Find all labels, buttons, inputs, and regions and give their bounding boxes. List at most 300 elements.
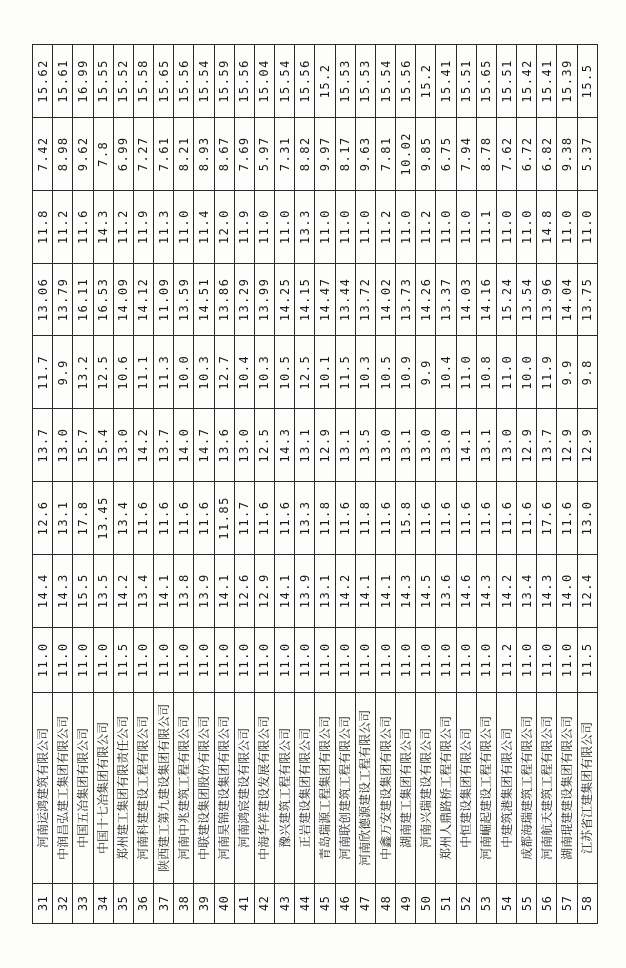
score-cell: 15.65 — [154, 45, 174, 118]
score-cell: 11.09 — [154, 263, 174, 336]
score-cell: 13.0 — [416, 409, 436, 482]
table-row — [53, 45, 73, 924]
score-cell: 12.4 — [577, 554, 597, 627]
score-cell: 15.58 — [133, 45, 153, 118]
score-cell: 13.75 — [577, 263, 597, 336]
score-cell: 7.81 — [375, 117, 395, 190]
score-cell: 16.53 — [93, 263, 113, 336]
score-cell: 14.7 — [194, 409, 214, 482]
company-name-cell: 湖南琨建建设集团有限公司 — [557, 692, 577, 883]
score-cell: 9.9 — [557, 336, 577, 409]
row-index-cell: 53 — [476, 883, 496, 923]
score-cell: 13.5 — [93, 554, 113, 627]
score-cell: 15.56 — [295, 45, 315, 118]
score-cell: 11.0 — [396, 190, 416, 263]
score-cell: 13.0 — [113, 409, 133, 482]
company-name-cell: 郑州人鼎路桥工程有限公司 — [436, 692, 456, 883]
score-cell: 11.0 — [174, 190, 194, 263]
company-name-cell: 河南欣德源建设工程有限公司 — [355, 692, 375, 883]
score-cell: 13.4 — [517, 554, 537, 627]
score-cell: 15.2 — [315, 45, 335, 118]
score-cell: 13.45 — [93, 482, 113, 555]
score-cell: 11.0 — [456, 190, 476, 263]
company-name-cell: 河南昊锦建设集团有限公司 — [214, 692, 234, 883]
row-index-cell: 34 — [93, 883, 113, 923]
score-cell: 8.78 — [476, 117, 496, 190]
score-cell: 11.6 — [133, 482, 153, 555]
score-cell: 14.1 — [355, 554, 375, 627]
score-cell: 13.96 — [537, 263, 557, 336]
score-cell: 10.3 — [254, 336, 274, 409]
score-cell: 13.9 — [295, 554, 315, 627]
score-cell: 13.5 — [355, 409, 375, 482]
score-cell: 11.3 — [154, 190, 174, 263]
score-cell: 14.12 — [133, 263, 153, 336]
score-cell: 13.79 — [53, 263, 73, 336]
score-cell: 14.03 — [456, 263, 476, 336]
table-row — [73, 45, 93, 924]
score-cell: 11.5 — [113, 627, 133, 692]
score-cell: 7.62 — [496, 117, 516, 190]
table-row — [93, 45, 113, 924]
row-index-cell: 58 — [577, 883, 597, 923]
score-cell: 11.0 — [476, 627, 496, 692]
company-name-cell: 中鑫万安建设集团有限公司 — [375, 692, 395, 883]
score-cell: 15.56 — [234, 45, 254, 118]
score-cell: 14.3 — [476, 554, 496, 627]
score-cell: 11.0 — [456, 336, 476, 409]
score-cell: 9.97 — [315, 117, 335, 190]
table-body — [33, 45, 598, 924]
score-cell: 11.5 — [335, 336, 355, 409]
score-cell: 13.0 — [234, 409, 254, 482]
score-cell: 11.0 — [416, 627, 436, 692]
score-cell: 15.04 — [254, 45, 274, 118]
score-cell: 13.54 — [517, 263, 537, 336]
score-cell: 13.7 — [154, 409, 174, 482]
score-cell: 11.0 — [73, 627, 93, 692]
score-cell: 10.8 — [476, 336, 496, 409]
score-cell: 14.51 — [194, 263, 214, 336]
score-cell: 13.29 — [234, 263, 254, 336]
score-cell: 11.8 — [355, 482, 375, 555]
score-cell: 14.2 — [133, 409, 153, 482]
score-cell: 15.24 — [496, 263, 516, 336]
score-cell: 15.42 — [517, 45, 537, 118]
score-cell: 11.0 — [315, 190, 335, 263]
score-cell: 9.8 — [577, 336, 597, 409]
score-cell: 11.0 — [174, 627, 194, 692]
score-cell: 11.0 — [194, 627, 214, 692]
table-row — [234, 45, 254, 924]
score-cell: 14.16 — [476, 263, 496, 336]
score-cell: 13.1 — [396, 409, 416, 482]
score-cell: 11.4 — [194, 190, 214, 263]
row-index-cell: 50 — [416, 883, 436, 923]
score-cell: 15.53 — [335, 45, 355, 118]
score-cell: 10.3 — [194, 336, 214, 409]
score-cell: 14.1 — [456, 409, 476, 482]
score-cell: 14.4 — [33, 554, 53, 627]
score-cell: 9.62 — [73, 117, 93, 190]
score-cell: 14.3 — [275, 409, 295, 482]
table-row — [133, 45, 153, 924]
score-cell: 11.9 — [234, 190, 254, 263]
score-cell: 13.4 — [133, 554, 153, 627]
score-cell: 11.8 — [315, 482, 335, 555]
score-cell: 12.7 — [214, 336, 234, 409]
score-cell: 11.8 — [33, 190, 53, 263]
score-cell: 15.2 — [416, 45, 436, 118]
score-cell: 14.1 — [275, 554, 295, 627]
score-cell: 11.0 — [355, 190, 375, 263]
score-cell: 15.39 — [557, 45, 577, 118]
score-cell: 15.55 — [93, 45, 113, 118]
row-index-cell: 46 — [335, 883, 355, 923]
score-cell: 7.69 — [234, 117, 254, 190]
score-cell: 14.1 — [375, 554, 395, 627]
score-cell: 10.0 — [517, 336, 537, 409]
score-cell: 11.6 — [154, 482, 174, 555]
score-cell: 15.54 — [275, 45, 295, 118]
table-row — [154, 45, 174, 924]
row-index-cell: 49 — [396, 883, 416, 923]
score-cell: 15.41 — [537, 45, 557, 118]
score-cell: 17.8 — [73, 482, 93, 555]
row-index-cell: 57 — [557, 883, 577, 923]
company-name-cell: 中润昌弘建工集团有限公司 — [53, 692, 73, 883]
company-name-cell: 江苏省江建集团有限公司 — [577, 692, 597, 883]
company-name-cell: 中恒建设集团有限公司 — [456, 692, 476, 883]
table-row — [275, 45, 295, 924]
score-cell: 10.4 — [436, 336, 456, 409]
score-cell: 9.85 — [416, 117, 436, 190]
table-row — [496, 45, 516, 924]
company-name-cell: 正岩建设集团有限公司 — [295, 692, 315, 883]
company-name-cell: 中海华祥建设发展有限公司 — [254, 692, 274, 883]
score-cell: 13.44 — [335, 263, 355, 336]
company-name-cell: 湖南建工集团有限公司 — [396, 692, 416, 883]
score-cell: 10.02 — [396, 117, 416, 190]
score-cell: 11.0 — [133, 627, 153, 692]
score-cell: 13.0 — [496, 409, 516, 482]
score-cell: 11.2 — [53, 190, 73, 263]
score-cell: 13.4 — [113, 482, 133, 555]
score-cell: 15.52 — [113, 45, 133, 118]
score-cell: 13.37 — [436, 263, 456, 336]
company-name-cell: 陕西建工第九建设集团有限公司 — [154, 692, 174, 883]
score-cell: 13.86 — [214, 263, 234, 336]
table-row — [174, 45, 194, 924]
table-row — [375, 45, 395, 924]
row-index-cell: 56 — [537, 883, 557, 923]
table-row — [436, 45, 456, 924]
score-cell: 12.9 — [517, 409, 537, 482]
score-cell: 15.56 — [396, 45, 416, 118]
row-index-cell: 51 — [436, 883, 456, 923]
score-cell: 11.9 — [133, 190, 153, 263]
score-cell: 11.0 — [335, 627, 355, 692]
score-cell: 15.5 — [73, 554, 93, 627]
score-cell: 13.7 — [537, 409, 557, 482]
row-index-cell: 36 — [133, 883, 153, 923]
score-cell: 11.0 — [335, 190, 355, 263]
score-cell: 11.0 — [33, 627, 53, 692]
score-cell: 11.2 — [496, 627, 516, 692]
score-cell: 16.99 — [73, 45, 93, 118]
table-row — [194, 45, 214, 924]
score-cell: 13.99 — [254, 263, 274, 336]
score-cell: 13.0 — [53, 409, 73, 482]
score-cell: 11.0 — [275, 190, 295, 263]
score-cell: 13.1 — [295, 409, 315, 482]
score-cell: 11.0 — [355, 627, 375, 692]
score-cell: 7.94 — [456, 117, 476, 190]
row-index-cell: 35 — [113, 883, 133, 923]
company-name-cell: 中建筑港集团有限公司 — [496, 692, 516, 883]
score-cell: 8.67 — [214, 117, 234, 190]
score-cell: 14.0 — [174, 409, 194, 482]
score-cell: 10.5 — [275, 336, 295, 409]
score-cell: 14.3 — [53, 554, 73, 627]
score-cell: 15.7 — [73, 409, 93, 482]
score-cell: 9.63 — [355, 117, 375, 190]
score-cell: 15.51 — [496, 45, 516, 118]
company-name-cell: 河南航天建筑工程有限公司 — [537, 692, 557, 883]
score-cell: 11.0 — [537, 627, 557, 692]
score-cell: 13.06 — [33, 263, 53, 336]
score-cell: 13.8 — [174, 554, 194, 627]
score-cell: 7.61 — [154, 117, 174, 190]
score-cell: 14.8 — [537, 190, 557, 263]
row-index-cell: 54 — [496, 883, 516, 923]
score-cell: 13.6 — [214, 409, 234, 482]
company-name-cell: 中联建设集团股份有限公司 — [194, 692, 214, 883]
score-cell: 13.7 — [33, 409, 53, 482]
score-cell: 14.0 — [557, 554, 577, 627]
score-cell: 12.6 — [33, 482, 53, 555]
company-name-cell: 成都海瑞建筑工程有限公司 — [517, 692, 537, 883]
score-cell: 14.2 — [496, 554, 516, 627]
row-index-cell: 40 — [214, 883, 234, 923]
table-row — [254, 45, 274, 924]
row-index-cell: 31 — [33, 883, 53, 923]
row-index-cell: 48 — [375, 883, 395, 923]
company-name-cell: 豫兴建筑工程有限公司 — [275, 692, 295, 883]
score-cell: 11.6 — [73, 190, 93, 263]
table-row — [33, 45, 53, 924]
row-index-cell: 39 — [194, 883, 214, 923]
score-cell: 15.41 — [436, 45, 456, 118]
score-cell: 15.8 — [396, 482, 416, 555]
score-cell: 13.1 — [335, 409, 355, 482]
score-cell: 8.82 — [295, 117, 315, 190]
row-index-cell: 55 — [517, 883, 537, 923]
row-index-cell: 42 — [254, 883, 274, 923]
score-cell: 14.15 — [295, 263, 315, 336]
score-cell: 11.9 — [537, 336, 557, 409]
company-name-cell: 河南兴瑞建设有限公司 — [416, 692, 436, 883]
score-cell: 6.82 — [537, 117, 557, 190]
score-cell: 13.1 — [53, 482, 73, 555]
score-cell: 11.0 — [295, 627, 315, 692]
score-cell: 10.3 — [355, 336, 375, 409]
row-index-cell: 38 — [174, 883, 194, 923]
score-cell: 10.9 — [396, 336, 416, 409]
score-cell: 11.0 — [254, 190, 274, 263]
score-cell: 11.2 — [375, 190, 395, 263]
score-cell: 6.72 — [517, 117, 537, 190]
score-cell: 11.7 — [33, 336, 53, 409]
score-cell: 11.0 — [517, 190, 537, 263]
row-index-cell: 52 — [456, 883, 476, 923]
score-cell: 13.72 — [355, 263, 375, 336]
table-row — [214, 45, 234, 924]
score-cell: 15.61 — [53, 45, 73, 118]
company-name-cell: 河南崛起建设工程有限公司 — [476, 692, 496, 883]
row-index-cell: 37 — [154, 883, 174, 923]
score-cell: 15.59 — [214, 45, 234, 118]
score-cell: 11.6 — [174, 482, 194, 555]
score-cell: 15.53 — [355, 45, 375, 118]
score-cell: 12.0 — [214, 190, 234, 263]
score-cell: 13.1 — [315, 554, 335, 627]
table-row — [456, 45, 476, 924]
company-name-cell: 青岛瑞源工程集团有限公司 — [315, 692, 335, 883]
score-cell: 11.0 — [154, 627, 174, 692]
score-cell: 6.99 — [113, 117, 133, 190]
score-cell: 11.6 — [275, 482, 295, 555]
table-row — [537, 45, 557, 924]
score-cell: 17.6 — [537, 482, 557, 555]
score-cell: 13.2 — [73, 336, 93, 409]
score-cell: 13.3 — [295, 190, 315, 263]
score-cell: 10.1 — [315, 336, 335, 409]
score-cell: 11.6 — [436, 482, 456, 555]
score-cell: 11.0 — [315, 627, 335, 692]
score-cell: 11.0 — [53, 627, 73, 692]
score-cell: 11.0 — [234, 627, 254, 692]
score-cell: 13.1 — [476, 409, 496, 482]
score-cell: 12.9 — [254, 554, 274, 627]
score-cell: 11.6 — [335, 482, 355, 555]
table-row — [315, 45, 335, 924]
score-cell: 11.0 — [93, 627, 113, 692]
score-cell: 13.0 — [577, 482, 597, 555]
score-cell: 13.0 — [375, 409, 395, 482]
score-cell: 14.25 — [275, 263, 295, 336]
table-row — [295, 45, 315, 924]
score-cell: 11.5 — [577, 627, 597, 692]
score-cell: 5.97 — [254, 117, 274, 190]
score-cell: 14.02 — [375, 263, 395, 336]
score-cell: 11.0 — [396, 627, 416, 692]
row-index-cell: 33 — [73, 883, 93, 923]
table-row — [416, 45, 436, 924]
score-cell: 7.31 — [275, 117, 295, 190]
score-table — [32, 44, 598, 924]
score-cell: 5.37 — [577, 117, 597, 190]
table-row — [577, 45, 597, 924]
row-index-cell: 41 — [234, 883, 254, 923]
score-cell: 11.6 — [194, 482, 214, 555]
table-rotator — [32, 44, 598, 924]
score-cell: 10.5 — [375, 336, 395, 409]
score-cell: 13.9 — [194, 554, 214, 627]
company-name-cell: 郑州建工集团有限责任公司 — [113, 692, 133, 883]
company-name-cell: 中国十七冶集团有限公司 — [93, 692, 113, 883]
score-cell: 11.6 — [456, 482, 476, 555]
score-cell: 11.1 — [133, 336, 153, 409]
score-cell: 11.0 — [214, 627, 234, 692]
score-cell: 11.6 — [476, 482, 496, 555]
row-index-cell: 47 — [355, 883, 375, 923]
score-cell: 11.2 — [113, 190, 133, 263]
score-cell: 6.75 — [436, 117, 456, 190]
score-cell: 14.3 — [537, 554, 557, 627]
score-cell: 11.0 — [254, 627, 274, 692]
score-cell: 11.6 — [254, 482, 274, 555]
score-cell: 15.5 — [577, 45, 597, 118]
score-cell: 11.0 — [456, 627, 476, 692]
score-cell: 8.17 — [335, 117, 355, 190]
row-index-cell: 44 — [295, 883, 315, 923]
score-cell: 15.62 — [33, 45, 53, 118]
score-cell: 16.11 — [73, 263, 93, 336]
score-cell: 12.9 — [315, 409, 335, 482]
score-cell: 11.3 — [154, 336, 174, 409]
row-index-cell: 43 — [275, 883, 295, 923]
score-cell: 12.9 — [577, 409, 597, 482]
score-cell: 11.0 — [557, 190, 577, 263]
score-cell: 11.6 — [416, 482, 436, 555]
score-cell: 13.73 — [396, 263, 416, 336]
score-cell: 14.2 — [335, 554, 355, 627]
score-cell: 9.9 — [416, 336, 436, 409]
score-cell: 13.0 — [436, 409, 456, 482]
score-cell: 10.4 — [234, 336, 254, 409]
score-cell: 14.09 — [113, 263, 133, 336]
score-cell: 9.9 — [53, 336, 73, 409]
score-cell: 15.56 — [174, 45, 194, 118]
score-cell: 11.1 — [476, 190, 496, 263]
score-cell: 8.21 — [174, 117, 194, 190]
score-cell: 14.1 — [154, 554, 174, 627]
score-cell: 11.6 — [496, 482, 516, 555]
score-cell: 15.54 — [194, 45, 214, 118]
score-cell: 11.0 — [517, 627, 537, 692]
score-cell: 14.1 — [214, 554, 234, 627]
score-cell: 14.6 — [456, 554, 476, 627]
score-cell: 12.6 — [234, 554, 254, 627]
score-cell: 12.5 — [93, 336, 113, 409]
score-cell: 14.5 — [416, 554, 436, 627]
score-cell: 11.0 — [496, 336, 516, 409]
table-row — [557, 45, 577, 924]
score-cell: 10.0 — [174, 336, 194, 409]
table-row — [476, 45, 496, 924]
score-cell: 11.0 — [577, 190, 597, 263]
company-name-cell: 河南科建建设工程有限公司 — [133, 692, 153, 883]
score-cell: 13.59 — [174, 263, 194, 336]
company-name-cell: 河南中兆建筑工程有限公司 — [174, 692, 194, 883]
score-cell: 14.04 — [557, 263, 577, 336]
score-cell: 9.38 — [557, 117, 577, 190]
score-cell: 11.0 — [436, 627, 456, 692]
score-cell: 11.0 — [557, 627, 577, 692]
company-name-cell: 河南运鸿建筑有限公司 — [33, 692, 53, 883]
score-cell: 13.3 — [295, 482, 315, 555]
